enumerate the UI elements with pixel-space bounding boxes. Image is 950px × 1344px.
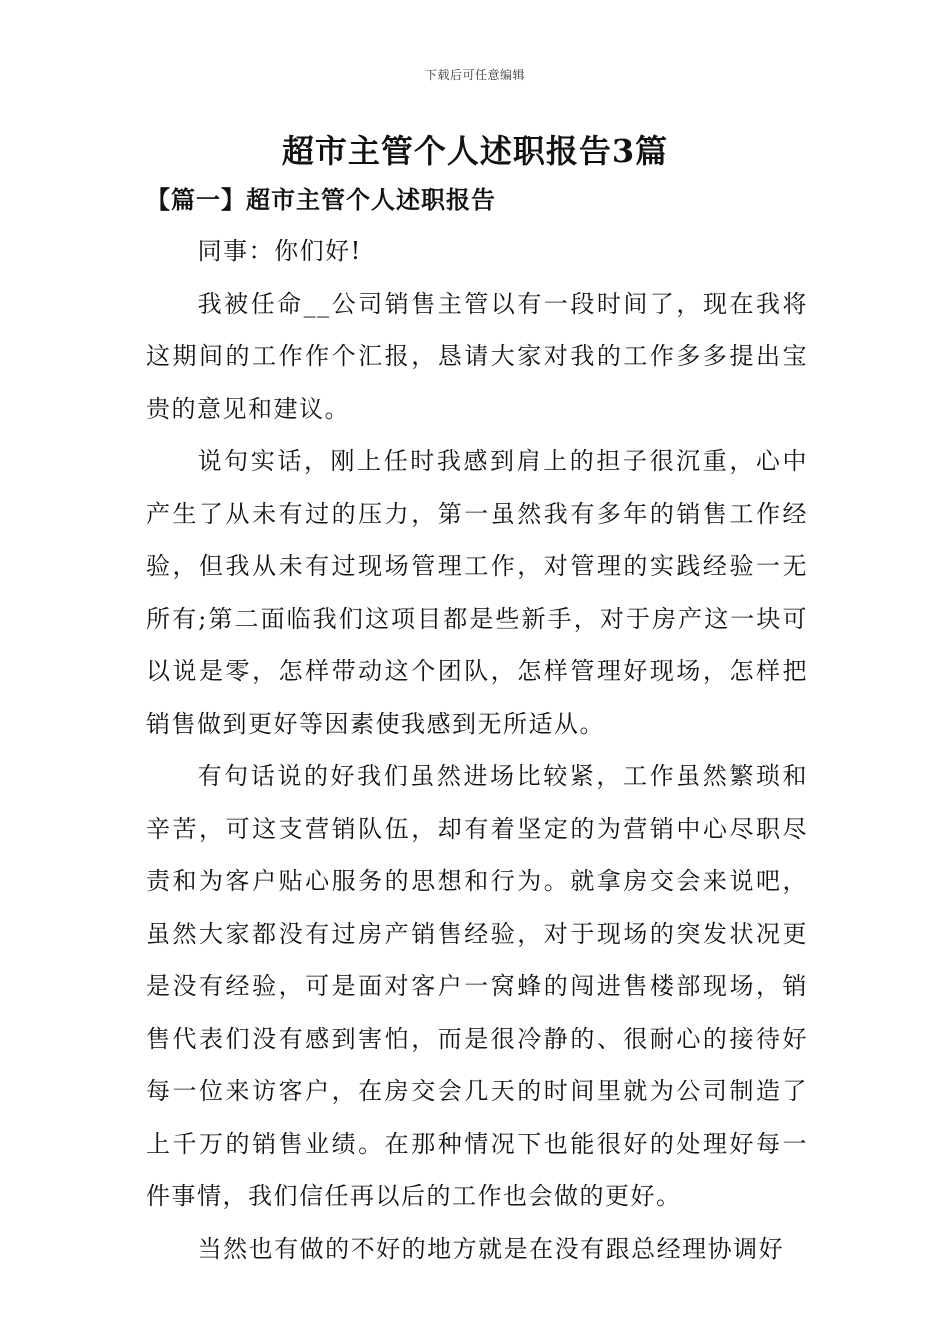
paragraph: 我被任命__公司销售主管以有一段时间了，现在我将这期间的工作作个汇报，恳请大家对我的工作多多提出宝贵的意见和建议。 — [146, 289, 808, 423]
section-heading: 【篇一】超市主管个人述职报告 — [146, 185, 496, 214]
document-body — [146, 225, 808, 1275]
document-title: 超市主管个人述职报告3篇 — [281, 132, 669, 170]
paragraph-greeting: 同事：你们好! — [197, 237, 362, 265]
paragraph: 当然也有做的不好的地方就是在没有跟总经理协调好 — [197, 1234, 785, 1263]
paragraph: 有句话说的好我们虽然进场比较紧，工作虽然繁琐和辛苦，可这支营销队伍，却有着坚定的为营销中心尽职尽责和为客户贴心服务的思想和行为。就拿房交会来说吧，虽然大家都没有过房产销售经验，对于现场的突发状况更是没有经验，可是面对客户一窝蜂的闯进售楼部现场，销售代表们没有感到害怕，而是很冷静的、很耐心的接待好每一位来访客户，在房交会几天的时间里就为公司制造了上千万的销售业绩。在那种情况下也能很好的处理好每一件事情，我们信任再以后的工作也会做的更好。 — [146, 762, 808, 1210]
paragraph: 说句实话，刚上任时我感到肩上的担子很沉重，心中产生了从未有过的压力，第一虽然我有多年的销售工作经验，但我从未有过现场管理工作，对管理的实践经验一无所有;第二面临我们这项目都是些新手，对于房产这一块可以说是零，怎样带动这个团队，怎样管理好现场，怎样把销售做到更好等因素使我感到无所适从。 — [146, 447, 808, 738]
header-note: 下载后可任意编辑 — [424, 68, 525, 82]
